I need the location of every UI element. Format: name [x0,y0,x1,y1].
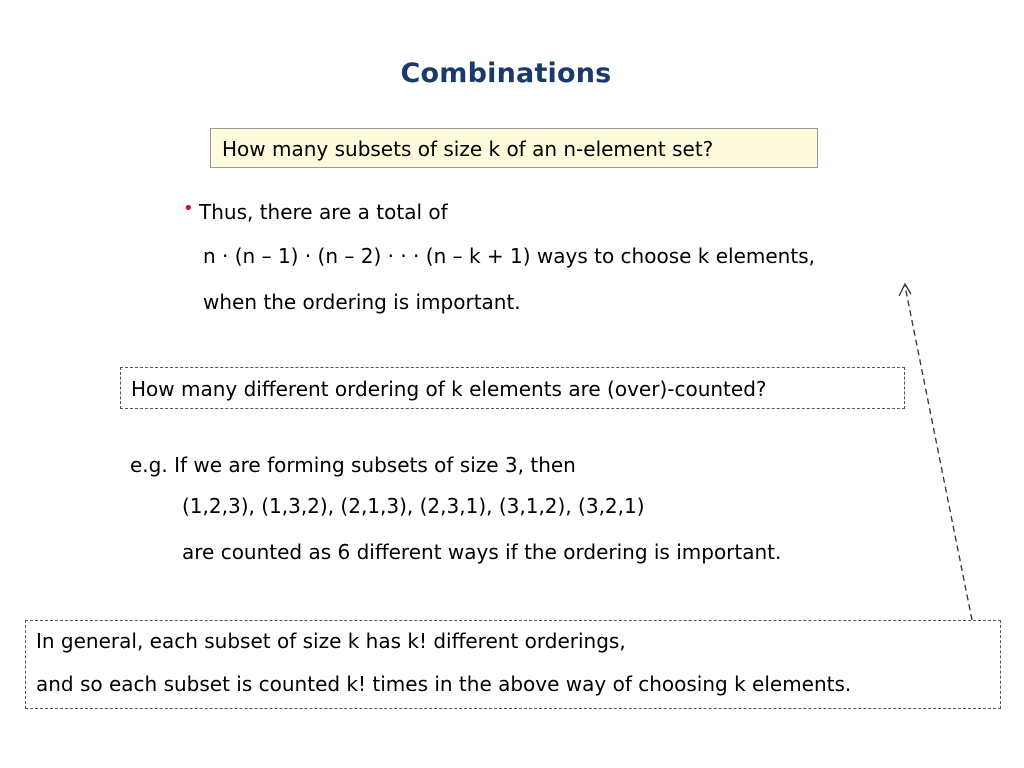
arrow-head-icon [899,284,911,296]
example-line-1: e.g. If we are forming subsets of size 3, then [130,453,576,477]
overcount-question-text: How many different ordering of k elements are (over)-counted? [131,377,767,401]
conclusion-line-2: and so each subset is counted k! times in the above way of choosing k elements. [36,672,852,696]
bullet-icon: • [183,198,194,219]
thus-line-3: when the ordering is important. [203,290,521,314]
example-line-3: are counted as 6 different ways if the ordering is important. [182,540,782,564]
conclusion-line-1: In general, each subset of size k has k! different orderings, [36,629,626,653]
question-box [210,128,818,168]
slide-title: Combinations [400,58,612,89]
example-line-2: (1,2,3), (1,3,2), (2,1,3), (2,3,1), (3,1,2), (3,2,1) [182,494,645,518]
arrow-line [905,286,972,620]
thus-line-1: Thus, there are a total of [199,200,448,224]
question-text: How many subsets of size k of an n-element set? [222,137,714,161]
thus-line-2: n · (n – 1) · (n – 2) · · · (n – k + 1) ways to choose k elements, [203,244,815,268]
overcount-question-box [120,367,905,409]
conclusion-box [25,620,1001,709]
